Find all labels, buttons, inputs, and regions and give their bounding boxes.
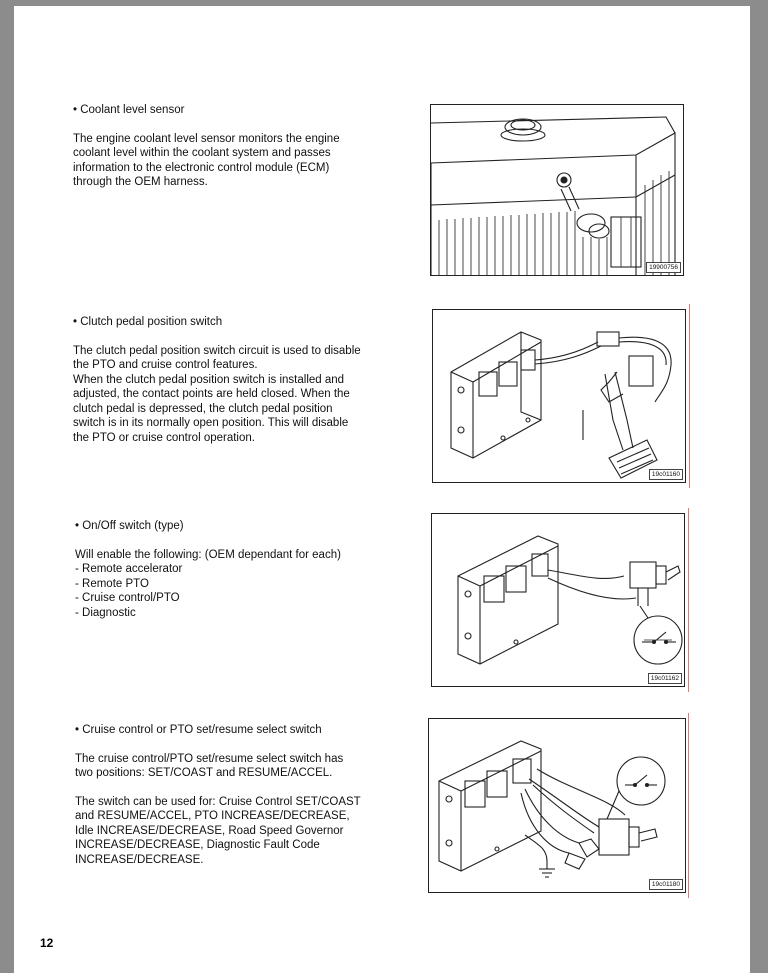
clutch-switch-illustration [433,310,685,482]
text-line: information to the electronic control module (ECM) [73,161,330,174]
section-heading: • Coolant level sensor [73,104,185,116]
text-line: the PTO and cruise control features. [73,359,258,371]
text-line: - Remote PTO [75,577,149,590]
margin-mark [689,304,690,488]
section-coolant-level-sensor [73,103,403,190]
text-line: The engine coolant level sensor monitors the engine [73,132,340,145]
figure-code: 19900756 [646,262,681,273]
text-line: The cruise control/PTO set/resume select switch has [75,752,344,765]
text-line: The clutch pedal position switch circuit is used to disable [73,344,361,357]
text-line: INCREASE/DECREASE. [75,853,204,866]
text-line: Idle INCREASE/DECREASE, Road Speed Governor [75,824,344,837]
text-line: two positions: SET/COAST and RESUME/ACCEL. [75,767,333,779]
text-line: Will enable the following: (OEM dependant for each) [75,548,341,561]
text-line: INCREASE/DECREASE, Diagnostic Fault Code [75,839,320,851]
section-clutch-pedal-switch [73,315,393,445]
page-number: 12 [40,936,54,950]
section-heading: • Clutch pedal position switch [73,316,223,328]
section-heading: • On/Off switch (type) [75,520,184,532]
figure-on-off-switch [431,513,685,687]
cruise-pto-switch-illustration [429,719,685,892]
paragraph-gap [75,781,395,795]
margin-mark [688,508,689,692]
figure-coolant-level-sensor [430,104,684,276]
figure-clutch-pedal-switch [432,309,686,483]
document-page [14,6,750,973]
text-line: and RESUME/ACCEL, PTO INCREASE/DECREASE, [75,810,350,822]
text-line: - Diagnostic [75,606,136,619]
section-on-off-switch [75,519,405,620]
section-cruise-pto-switch [75,723,395,867]
coolant-sensor-illustration [431,105,683,275]
figure-code: 19c01180 [649,879,683,890]
text-line: clutch pedal is depressed, the clutch pedal position [73,402,333,415]
text-line: coolant level within the coolant system and passes [73,147,331,159]
text-line: adjusted, the contact points are held closed. When the [73,388,350,400]
text-line: the PTO or cruise control operation. [73,431,255,444]
figure-code: 19c01162 [648,673,682,684]
margin-mark [688,713,689,898]
text-line: The switch can be used for: Cruise Control SET/COAST [75,795,361,808]
section-heading: • Cruise control or PTO set/resume select switch [75,724,322,736]
text-line: - Cruise control/PTO [75,592,180,604]
text-line: through the OEM harness. [73,176,208,188]
text-line: - Remote accelerator [75,563,183,575]
on-off-switch-illustration [432,514,684,686]
text-line: When the clutch pedal position switch is installed and [73,373,345,386]
figure-cruise-pto-switch [428,718,686,893]
text-line: switch is in its normally open position. This will disable [73,417,349,429]
figure-code: 19c01160 [649,469,683,480]
